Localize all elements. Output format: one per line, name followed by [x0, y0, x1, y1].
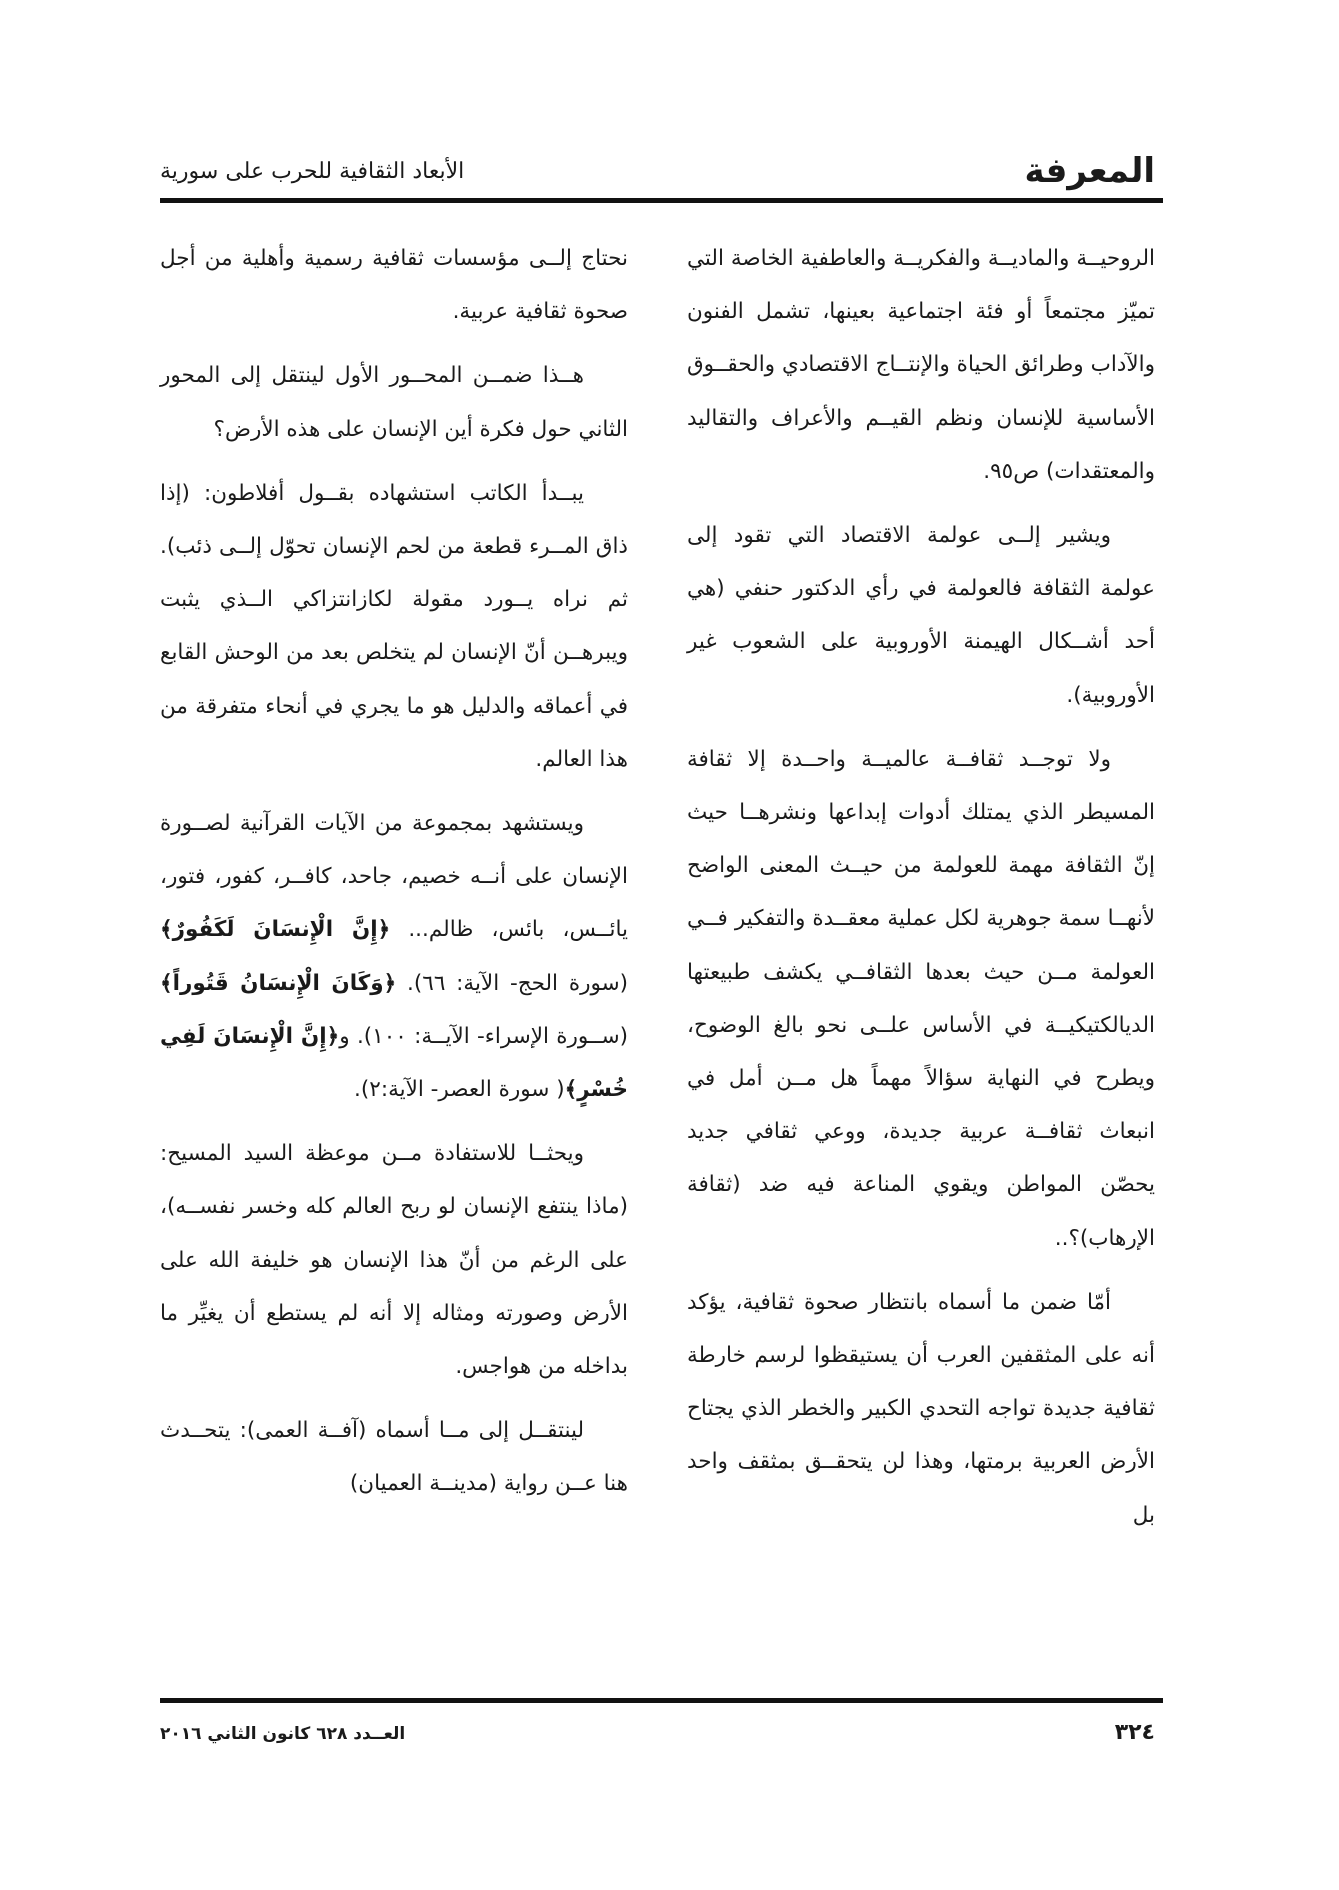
paragraph: أمّا ضمن ما أسماه بانتظار صحوة ثقافية، يؤكد أنه على المثقفين العرب أن يستيقظوا لرسم خارطة ثقافية جديدة تواجه التحدي الكبير والخطر الذي يجتاح الأرض العربية برمتها، وهذا لن يتحقــق بمثقف واحد بل: [687, 1289, 1155, 1528]
quran-verse: ﴿إِنَّ الْإِنسَانَ لَكَفُورٌ﴾: [160, 917, 391, 943]
quran-verse: ﴿إِنَّ الْإِنسَانَ لَفِي خُسْرٍ﴾: [160, 1023, 628, 1103]
paragraph: هــذا ضمــن المحــور الأول لينتقل إلى المحور الثاني حول فكرة أين الإنسان على هذه الأرض؟: [160, 363, 628, 442]
paragraph: ويحثــا للاستفادة مــن موعظة السيد المسيح: (ماذا ينتفع الإنسان لو ربح العالم كله وخسر نفســه)، على الرغم من أنّ هذا الإنسان هو خليفة الله على الأرض وصورته ومثاله إلا أنه لم يستطع أن يغيِّر ما بداخله من هواجس.: [160, 1141, 628, 1380]
verse-reference: ( سورة العصر- الآية:٢).: [354, 1077, 565, 1103]
paragraph: الروحيــة والماديــة والفكريــة والعاطفية الخاصة التي تميّز مجتمعاً أو فئة اجتماعية بعينها، تشمل الفنون والآداب وطرائق الحياة والإنتــاج الاقتصادي والحقــوق الأساسية للإنسان ونظم القيــم والأعراف والتقاليد والمعتقدات) ص٩٥.: [687, 246, 1155, 484]
footer-rule: [160, 1698, 1163, 1703]
right-column: [687, 232, 1155, 1553]
paragraph: لينتقــل إلى مــا أسماه (آفــة العمى): يتحــدث هنا عــن رواية (مدينــة العميان): [160, 1418, 628, 1497]
verse-reference: (ســورة الإسراء- الآيــة: ١٠٠). و: [339, 1023, 628, 1049]
left-column: [160, 232, 628, 1522]
quran-verses-paragraph: [160, 797, 628, 1116]
verse-reference: (سورة الحج- الآية: ٦٦).: [396, 970, 628, 996]
paragraph: ولا توجــد ثقافــة عالميــة واحــدة إلا ثقافة المسيطر الذي يمتلك أدوات إبداعها ونشرهــا حيث إنّ الثقافة مهمة للعولمة من حيــث المعنى الواضح لأنهــا سمة جوهرية لكل عملية معقــدة والتفكير فــي العولمة مــن حيث بعدها الثقافــي يكشف طبيعتها الديالكتيكيــة في الأساس علــى نحو بالغ الوضوح، ويطرح في النهاية سؤالاً مهماً هل مــن أمل في انبعاث ثقافــة عربية جديدة، ووعي ثقافي جديد يحصّن المواطن ويقوي المناعة فيه ضد (ثقافة الإرهاب)؟..: [687, 746, 1155, 1251]
page-number: ٣٢٤: [1114, 1720, 1155, 1745]
paragraph: يبــدأ الكاتب استشهاده بقــول أفلاطون: (إذا ذاق المــرء قطعة من لحم الإنسان تحوّل إلــى ذئب). ثم نراه يــورد مقولة لكازانتزاكي الــذي يثبت ويبرهــن أنّ الإنسان لم يتخلص بعد من الوحش القابع في أعماقه والدليل هو ما يجري في أنحاء متفرقة من هذا العالم.: [160, 480, 628, 772]
paragraph-text: ويستشهد بمجموعة من الآيات القرآنية لصــورة الإنسان على أنــه خصيم، جاحد، كافــر، كفور، فتور، يائــس، بائس، ظالم...: [160, 811, 628, 943]
magazine-logo: المعرفة: [1024, 151, 1155, 191]
quran-verse: ﴿وَكَانَ الْإِنسَانُ قَتُوراً﴾: [160, 970, 397, 996]
paragraph: ويشير إلــى عولمة الاقتصاد التي تقود إلى عولمة الثقافة فالعولمة في رأي الدكتور حنفي (هي أحد أشــكال الهيمنة الأوروبية على الشعوب غير الأوروبية).: [687, 523, 1155, 708]
paragraph: نحتاج إلــى مؤسسات ثقافية رسمية وأهلية من أجل صحوة ثقافية عربية.: [160, 246, 628, 325]
issue-info: العــدد ٦٢٨ كانون الثاني ٢٠١٦: [160, 1724, 406, 1744]
header-rule: [160, 198, 1163, 203]
running-header-title: الأبعاد الثقافية للحرب على سورية: [160, 159, 465, 184]
